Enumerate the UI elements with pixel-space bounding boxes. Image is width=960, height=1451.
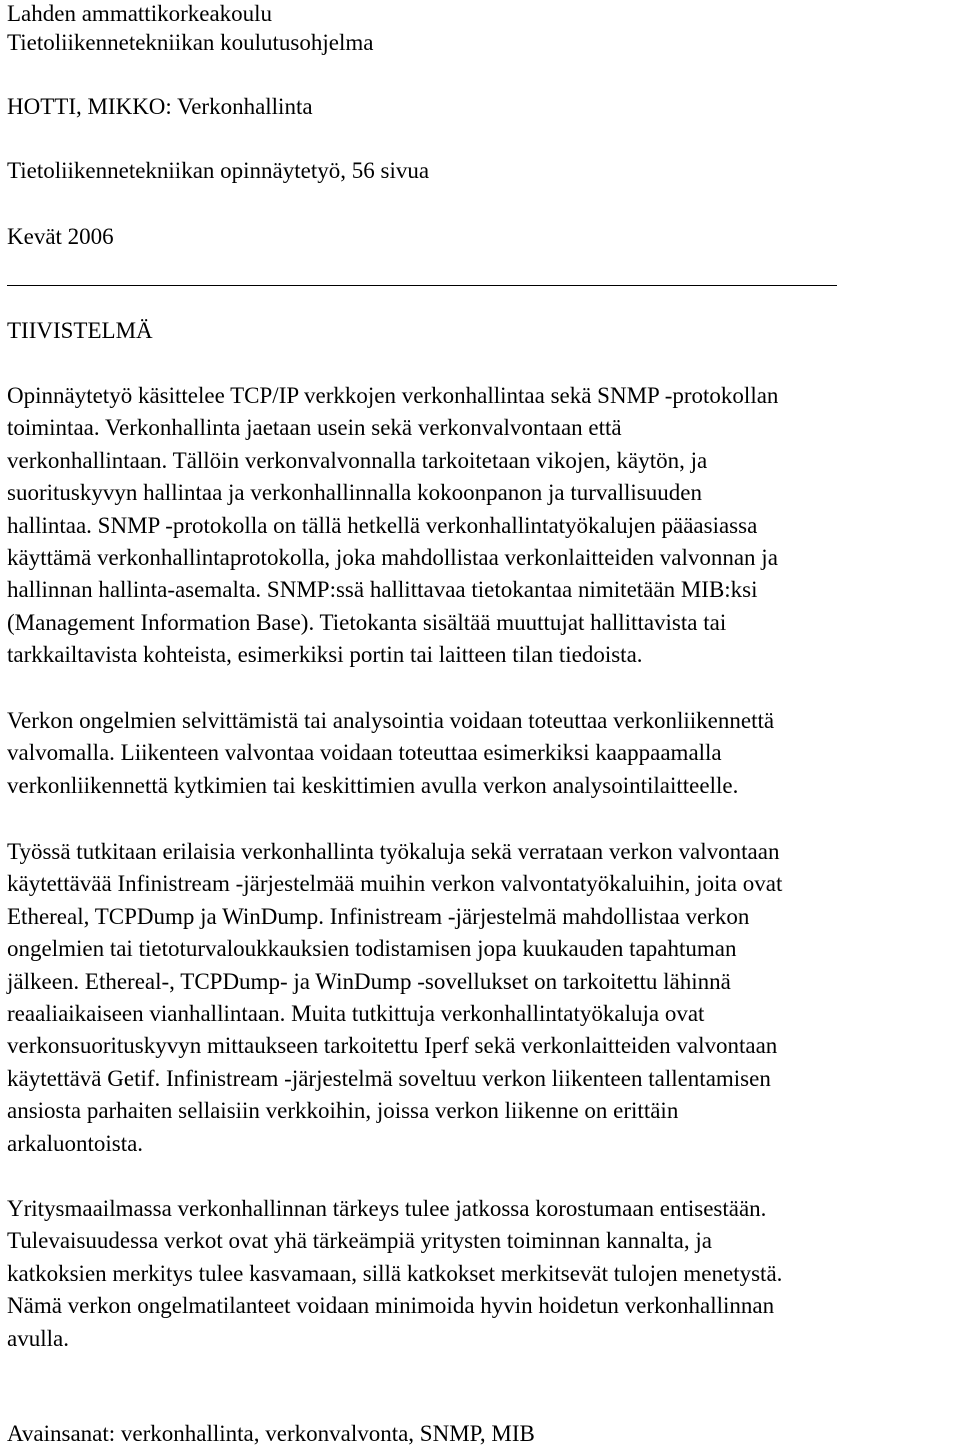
paragraph-line: verkonliikennettä kytkimien tai keskittimien avulla verkon analysointilaitteelle. xyxy=(7,772,739,798)
paragraph-line: toimintaa. Verkonhallinta jaetaan usein sekä verkonvalvontaan että xyxy=(7,415,622,441)
paragraph-line: Nämä verkon ongelmatilanteet voidaan minimoida hyvin hoidetun verkonhallinnan xyxy=(7,1293,775,1319)
paragraph-line: tarkkailtavista kohteista, esimerkiksi portin tai laitteen tilan tiedoista. xyxy=(7,642,643,668)
paragraph-line: hallintaa. SNMP -protokolla on tällä hetkellä verkonhallintatyökalujen pääasiassa xyxy=(7,512,758,538)
paragraph-line: verkonsuorituskyvyn mittaukseen tarkoitettu Iperf sekä verkonlaitteiden valvontaan xyxy=(7,1033,778,1059)
paragraph-line: avulla. xyxy=(7,1325,69,1351)
program-line: Tietoliikennetekniikan koulutusohjelma xyxy=(7,30,374,55)
paragraph-line: jälkeen. Ethereal-, TCPDump- ja WinDump -sovellukset on tarkoitettu lähinnä xyxy=(7,968,731,994)
paragraph-line: hallinnan hallinta-asemalta. SNMP:ssä hallittavaa tietokantaa nimitetään MIB:ksi xyxy=(7,577,758,603)
paragraph-line: Tulevaisuudessa verkot ovat yhä tärkeämpiä yritysten toiminnan kannalta, ja xyxy=(7,1228,712,1254)
abstract-heading: TIIVISTELMÄ xyxy=(7,318,153,343)
paragraph-line: ansiosta parhaiten sellaisiin verkkoihin, joissa verkon liikenne on erittäin xyxy=(7,1098,679,1124)
paragraph-line: Opinnäytetyö käsittelee TCP/IP verkkojen verkonhallintaa sekä SNMP -protokollan xyxy=(7,383,779,408)
paragraph-line: suorituskyvyn hallintaa ja verkonhallinnalla kokoonpanon ja turvallisuuden xyxy=(7,480,702,506)
paragraph-line: (Management Information Base). Tietokanta sisältää muuttujat hallittavista tai xyxy=(7,609,727,635)
paragraph-line: käytettävä Getif. Infinistream -järjestelmä soveltuu verkon liikenteen tallentamisen xyxy=(7,1065,771,1091)
paragraph-line: reaaliaikaiseen vianhallintaan. Muita tutkittuja verkonhallintatyökaluja ovat xyxy=(7,1000,705,1026)
paragraph-line: Yritysmaailmassa verkonhallinnan tärkeys tulee jatkossa korostumaan entisestään. xyxy=(7,1196,767,1221)
abstract-paragraph-1 xyxy=(7,380,778,672)
paragraph-line: verkonhallintaan. Tällöin verkonvalvonnalla tarkoitetaan vikojen, käytön, ja xyxy=(7,447,708,473)
paragraph-line: Ethereal, TCPDump ja WinDump. Infinistream -järjestelmä mahdollistaa verkon xyxy=(7,903,750,929)
paragraph-line: Työssä tutkitaan erilaisia verkonhallinta työkaluja sekä verrataan verkon valvontaan xyxy=(7,839,780,864)
author-title-line: HOTTI, MIKKO: Verkonhallinta xyxy=(7,94,313,119)
abstract-paragraph-4 xyxy=(7,1193,782,1355)
abstract-paragraph-3 xyxy=(7,836,782,1160)
paragraph-line: käytettävää Infinistream -järjestelmää muihin verkon valvontatyökaluihin, joita ovat xyxy=(7,871,783,897)
paragraph-line: Verkon ongelmien selvittämistä tai analysointia voidaan toteuttaa verkonliikennettä xyxy=(7,708,775,733)
paragraph-line: katkoksien merkitys tulee kasvamaan, sillä katkokset merkitsevät tulojen menetystä. xyxy=(7,1260,783,1286)
paragraph-line: valvomalla. Liikenteen valvontaa voidaan toteuttaa esimerkiksi kaappaamalla xyxy=(7,740,722,766)
paragraph-line: ongelmien tai tietoturvaloukkauksien todistamisen jopa kuukauden tapahtuman xyxy=(7,936,737,962)
paragraph-line: käyttämä verkonhallintaprotokolla, joka mahdollistaa verkonlaitteiden valvonnan ja xyxy=(7,544,778,570)
abstract-paragraph-2 xyxy=(7,705,774,802)
institution-line: Lahden ammattikorkeakoulu xyxy=(7,1,273,26)
paragraph-line: arkaluontoista. xyxy=(7,1130,144,1156)
keywords-line: Avainsanat: verkonhallinta, verkonvalvonta, SNMP, MIB xyxy=(7,1421,535,1446)
thesis-info-line: Tietoliikennetekniikan opinnäytetyö, 56 sivua xyxy=(7,158,430,183)
term-line: Kevät 2006 xyxy=(7,224,114,249)
horizontal-divider xyxy=(7,285,837,286)
